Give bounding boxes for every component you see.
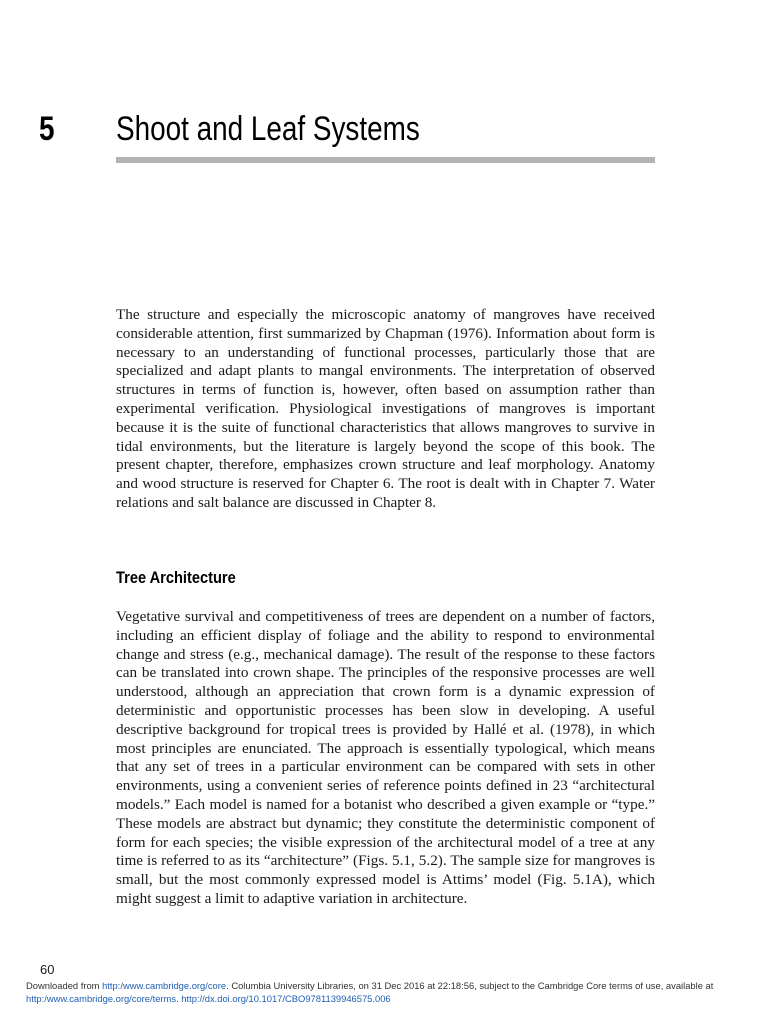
chapter-title: Shoot and Leaf Systems [116,110,420,148]
intro-paragraph: The structure and especially the microscopic anatomy of mangroves have received considerable attention, first summarized by Chapman (1976). Information about form is necessary to an understanding of functional processes, particularly those that are specialized and adapt plants to mangal environments. The interpretation of observed structures in terms of function is, however, often based on assumption rather than experimental verification. Physiological investigations of mangroves is important because it is the suite of functional characteristics that allows mangroves to survive in tidal environments, but the literature is largely beyond the scope of this book. The present chapter, therefore, emphasizes crown structure and leaf morphology. Anatomy and wood structure is reserved for Chapter 6. The root is dealt with in Chapter 7. Water relations and salt balance are discussed in Chapter 8. [116,306,655,511]
chapter-number: 5 [39,110,55,148]
page-number: 60 [40,962,55,977]
footer-prefix: Downloaded from [26,980,103,991]
section-heading: Tree Architecture [116,568,236,587]
core-link[interactable]: http:/www.cambridge.org/core [102,980,227,991]
terms-link[interactable]: http:/www.cambridge.org/core/terms [26,993,177,1004]
footer-middle: . Columbia University Libraries, on 31 Dec 2016 at 22:18:56, subject to the Cambridge Core terms of use, available at [226,980,714,991]
footer-separator: . [176,993,182,1004]
doi-link[interactable]: http://dx.doi.org/10.1017/CBO9781139946575.006 [181,993,391,1004]
title-rule [116,157,655,163]
tree-architecture-paragraph: Vegetative survival and competitiveness of trees are dependent on a number of factors, including an efficient display of foliage and the ability to respond to environmental change and stress (e.g., mechanical damage). The result of the response to these factors can be translated into crown shape. The principles of the responsive processes are well understood, although an appreciation that crown form is a dynamic expression of deterministic and opportunistic processes has been slow in developing. A useful descriptive background for tropical trees is provided by Hallé et al. (1978), in which most principles are enunciated. The approach is essentially typological, which means that any set of trees in a particular environment can be compared with sets in other environments, using a convenient series of reference points defined in 23 “architectural models.” Each model is named for a botanist who described a given example or “type.” These models are abstract but dynamic; they constitute the deterministic component of form for each species; the visible expression of the architectural model of a tree at any time is referred to as its “architecture” (Figs. 5.1, 5.2). The sample size for mangroves is small, but the most commonly expressed model is Attims’ model (Fig. 5.1A), which might suggest a limit to adaptive variation in architecture. [116,608,655,907]
download-footer [26,979,756,1005]
